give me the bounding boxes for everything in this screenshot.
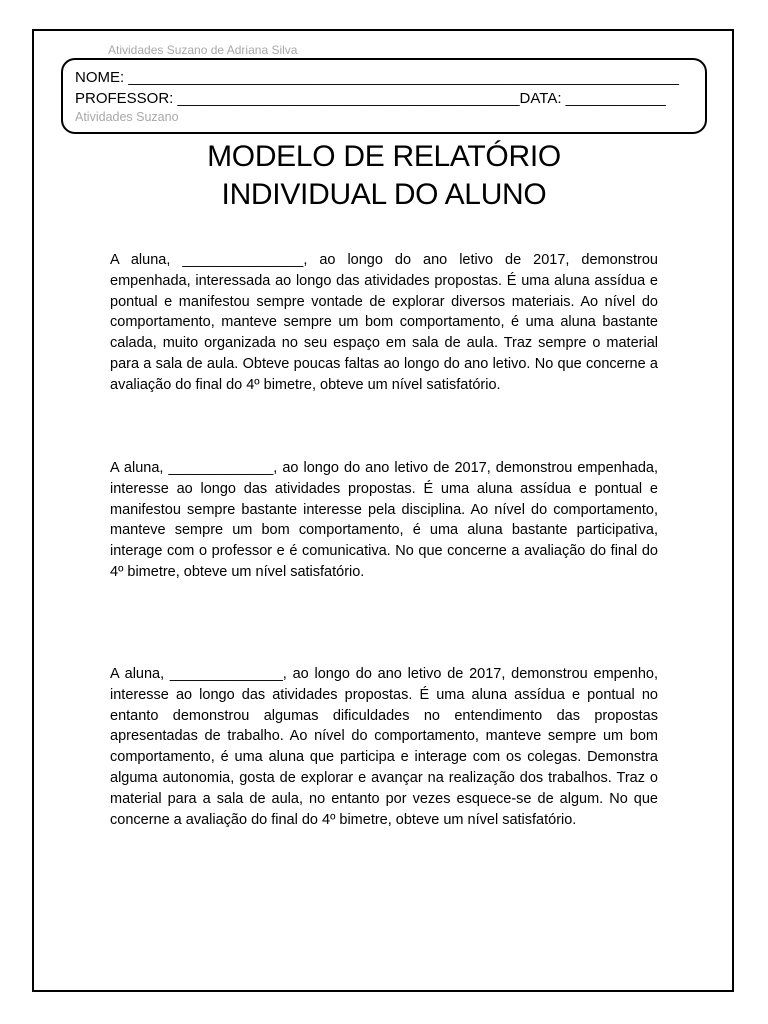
- title-line-2: INDIVIDUAL DO ALUNO: [221, 178, 547, 211]
- title-line-1: MODELO DE RELATÓRIO: [207, 140, 561, 173]
- watermark-top: Atividades Suzano de Adriana Silva: [108, 43, 298, 57]
- professor-data-field: PROFESSOR: _________________________________________DATA: ____________: [75, 90, 666, 107]
- report-paragraph-2: A aluna, _____________, ao longo do ano letivo de 2017, demonstrou empenhada, interesse ao longo das atividades propostas. É uma aluna assídua e pontual e manifestou sempre bastante interesse pela disciplina. Ao nível do comportamento, manteve sempre um bom comportamento, é uma aluna bastante participativa, interage com o professor e é comunicativa. No que concerne a avaliação do final do 4º bimetre, obteve um nível satisfatório.: [110, 460, 658, 580]
- page-title: [34, 138, 734, 214]
- header-box: [61, 58, 707, 134]
- report-paragraph-1: A aluna, _______________, ao longo do ano letivo de 2017, demonstrou empenhada, interessada ao longo das atividades propostas. É uma aluna assídua e pontual e manifestou sempre vontade de explorar diversos materiais. Ao nível do comportamento, manteve sempre um bom comportamento, é uma aluna bastante calada, muito organizada no seu espaço em sala de aula. Traz sempre o material para a sala de aula. Obteve poucas faltas ao longo do ano letivo. No que concerne a avaliação do final do 4º bimetre, obteve um nível satisfatório.: [110, 252, 658, 393]
- nome-field: NOME: __________________________________________________________________: [75, 69, 679, 86]
- watermark-inner: Atividades Suzano: [75, 110, 179, 124]
- report-paragraph-3: A aluna, ______________, ao longo do ano letivo de 2017, demonstrou empenho, interesse ao longo das atividades propostas. É uma aluna assídua e pontual no entanto demonstrou algumas dificuldades no entendimento das propostas apresentadas de trabalho. Ao nível do comportamento, manteve sempre um bom comportamento, é uma aluna que participa e interage com os colegas. Demonstra alguma autonomia, gosta de explorar e avançar na realização dos trabalhos. Traz o material para a sala de aula, no entanto por vezes esquece-se de algum. No que concerne a avaliação do final do 4º bimetre, obteve um nível satisfatório.: [110, 666, 658, 828]
